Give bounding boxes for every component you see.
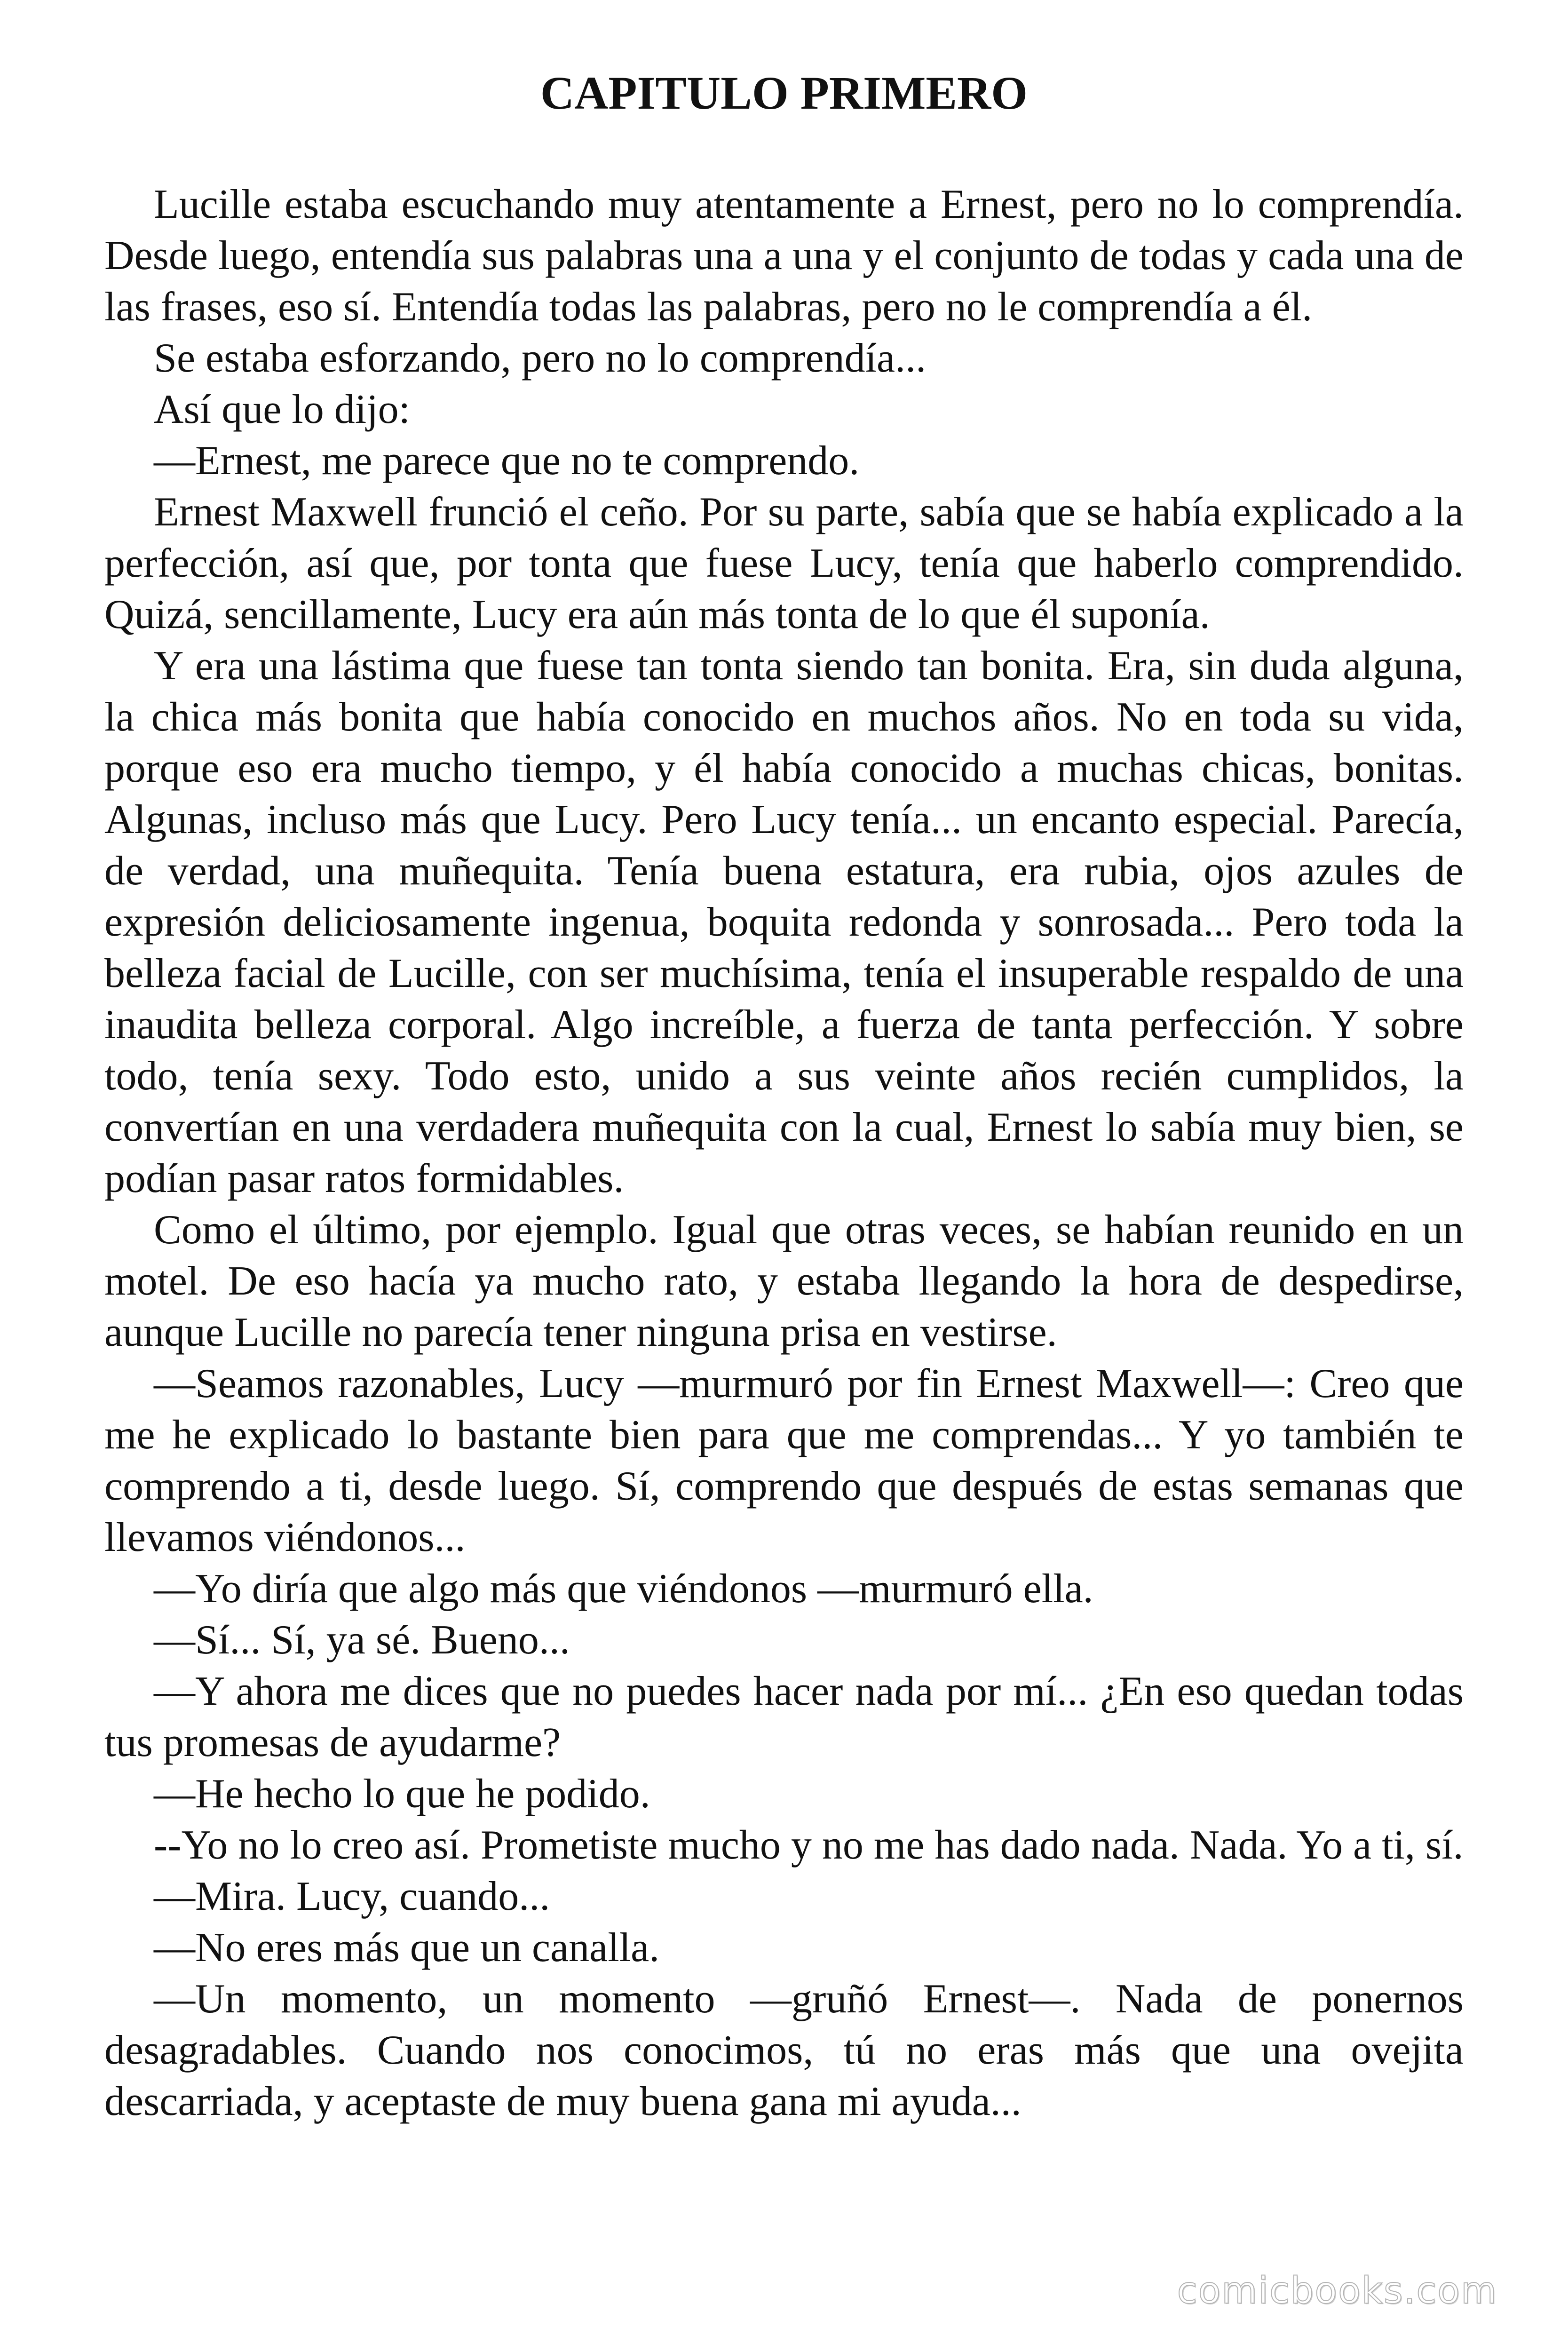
paragraph: —No eres más que un canalla. [154, 1925, 660, 1971]
paragraph: --Yo no lo creo así. Prometiste mucho y no me has dado nada. Nada. Yo a ti, sí. [154, 1822, 1464, 1868]
book-page [104, 0, 1464, 2352]
paragraph: Y era una lástima que fuese tan tonta siendo tan bonita. Era, sin duda alguna, la chica más bonita que había conocido en muchos años. No en toda su vida, porque eso era mucho tiempo, y él había conocido a muchas chicas, bonitas. Algunas, incluso más que Lucy. Pero Lucy tenía... un encanto especial. Parecía, de verdad, una muñequita. Tenía buena estatura, era rubia, ojos azules de expresión deliciosamente ingenua, boquita redonda y sonrosada... Pero toda la belleza facial de Lucille, con ser muchísima, tenía el insuperable respaldo de una inaudita belleza corporal. Algo increíble, a fuerza de tanta perfección. Y sobre todo, tenía sexy. Todo esto, unido a sus veinte años recién cumplidos, la convertían en una verdadera muñequita con la cual, Ernest lo sabía muy bien, se podían pasar ratos formidables. [104, 643, 1464, 1201]
paragraph: Como el último, por ejemplo. Igual que otras veces, se habían reunido en un motel. De eso hacía ya mucho rato, y estaba llegando la hora de despedirse, aunque Lucille no parecía tener ninguna prisa en vestirse. [104, 1207, 1464, 1355]
paragraph: Así que lo dijo: [154, 387, 411, 432]
paragraph: —Un momento, un momento —gruñó Ernest—. Nada de ponernos desagradables. Cuando nos conocimos, tú no eras más que una ovejita descarriada, y aceptaste de muy buena gana mi ayuda... [104, 1976, 1464, 2124]
paragraph: —Mira. Lucy, cuando... [154, 1874, 550, 1919]
paragraph: —Seamos razonables, Lucy —murmuró por fin Ernest Maxwell—: Creo que me he explicado lo bastante bien para que me comprendas... Y yo también te comprendo a ti, desde luego. Sí, comprendo que después de estas semanas que llevamos viéndonos... [104, 1361, 1464, 1560]
chapter-body [104, 179, 1464, 2127]
watermark: comicbooks.com [1177, 2270, 1497, 2312]
paragraph: —Ernest, me parece que no te comprendo. [154, 438, 860, 484]
paragraph: —Sí... Sí, ya sé. Bueno... [154, 1617, 570, 1663]
paragraph: Se estaba esforzando, pero no lo comprendía... [154, 335, 927, 381]
paragraph: Ernest Maxwell frunció el ceño. Por su parte, sabía que se había explicado a la perfección, así que, por tonta que fuese Lucy, tenía que haberlo comprendido. Quizá, sencillamente, Lucy era aún más tonta de lo que él suponía. [104, 489, 1464, 637]
paragraph: —Y ahora me dices que no puedes hacer nada por mí... ¿En eso quedan todas tus promesas de ayudarme? [104, 1669, 1464, 1765]
chapter-title: CAPITULO PRIMERO [540, 67, 1028, 119]
paragraph: Lucille estaba escuchando muy atentamente a Ernest, pero no lo comprendía. Desde luego, entendía sus palabras una a una y el conjunto de todas y cada una de las frases, eso sí. Entendía todas las palabras, pero no le comprendía a él. [104, 182, 1464, 330]
paragraph: —Yo diría que algo más que viéndonos —murmuró ella. [154, 1566, 1093, 1612]
paragraph: —He hecho lo que he podido. [154, 1771, 650, 1817]
